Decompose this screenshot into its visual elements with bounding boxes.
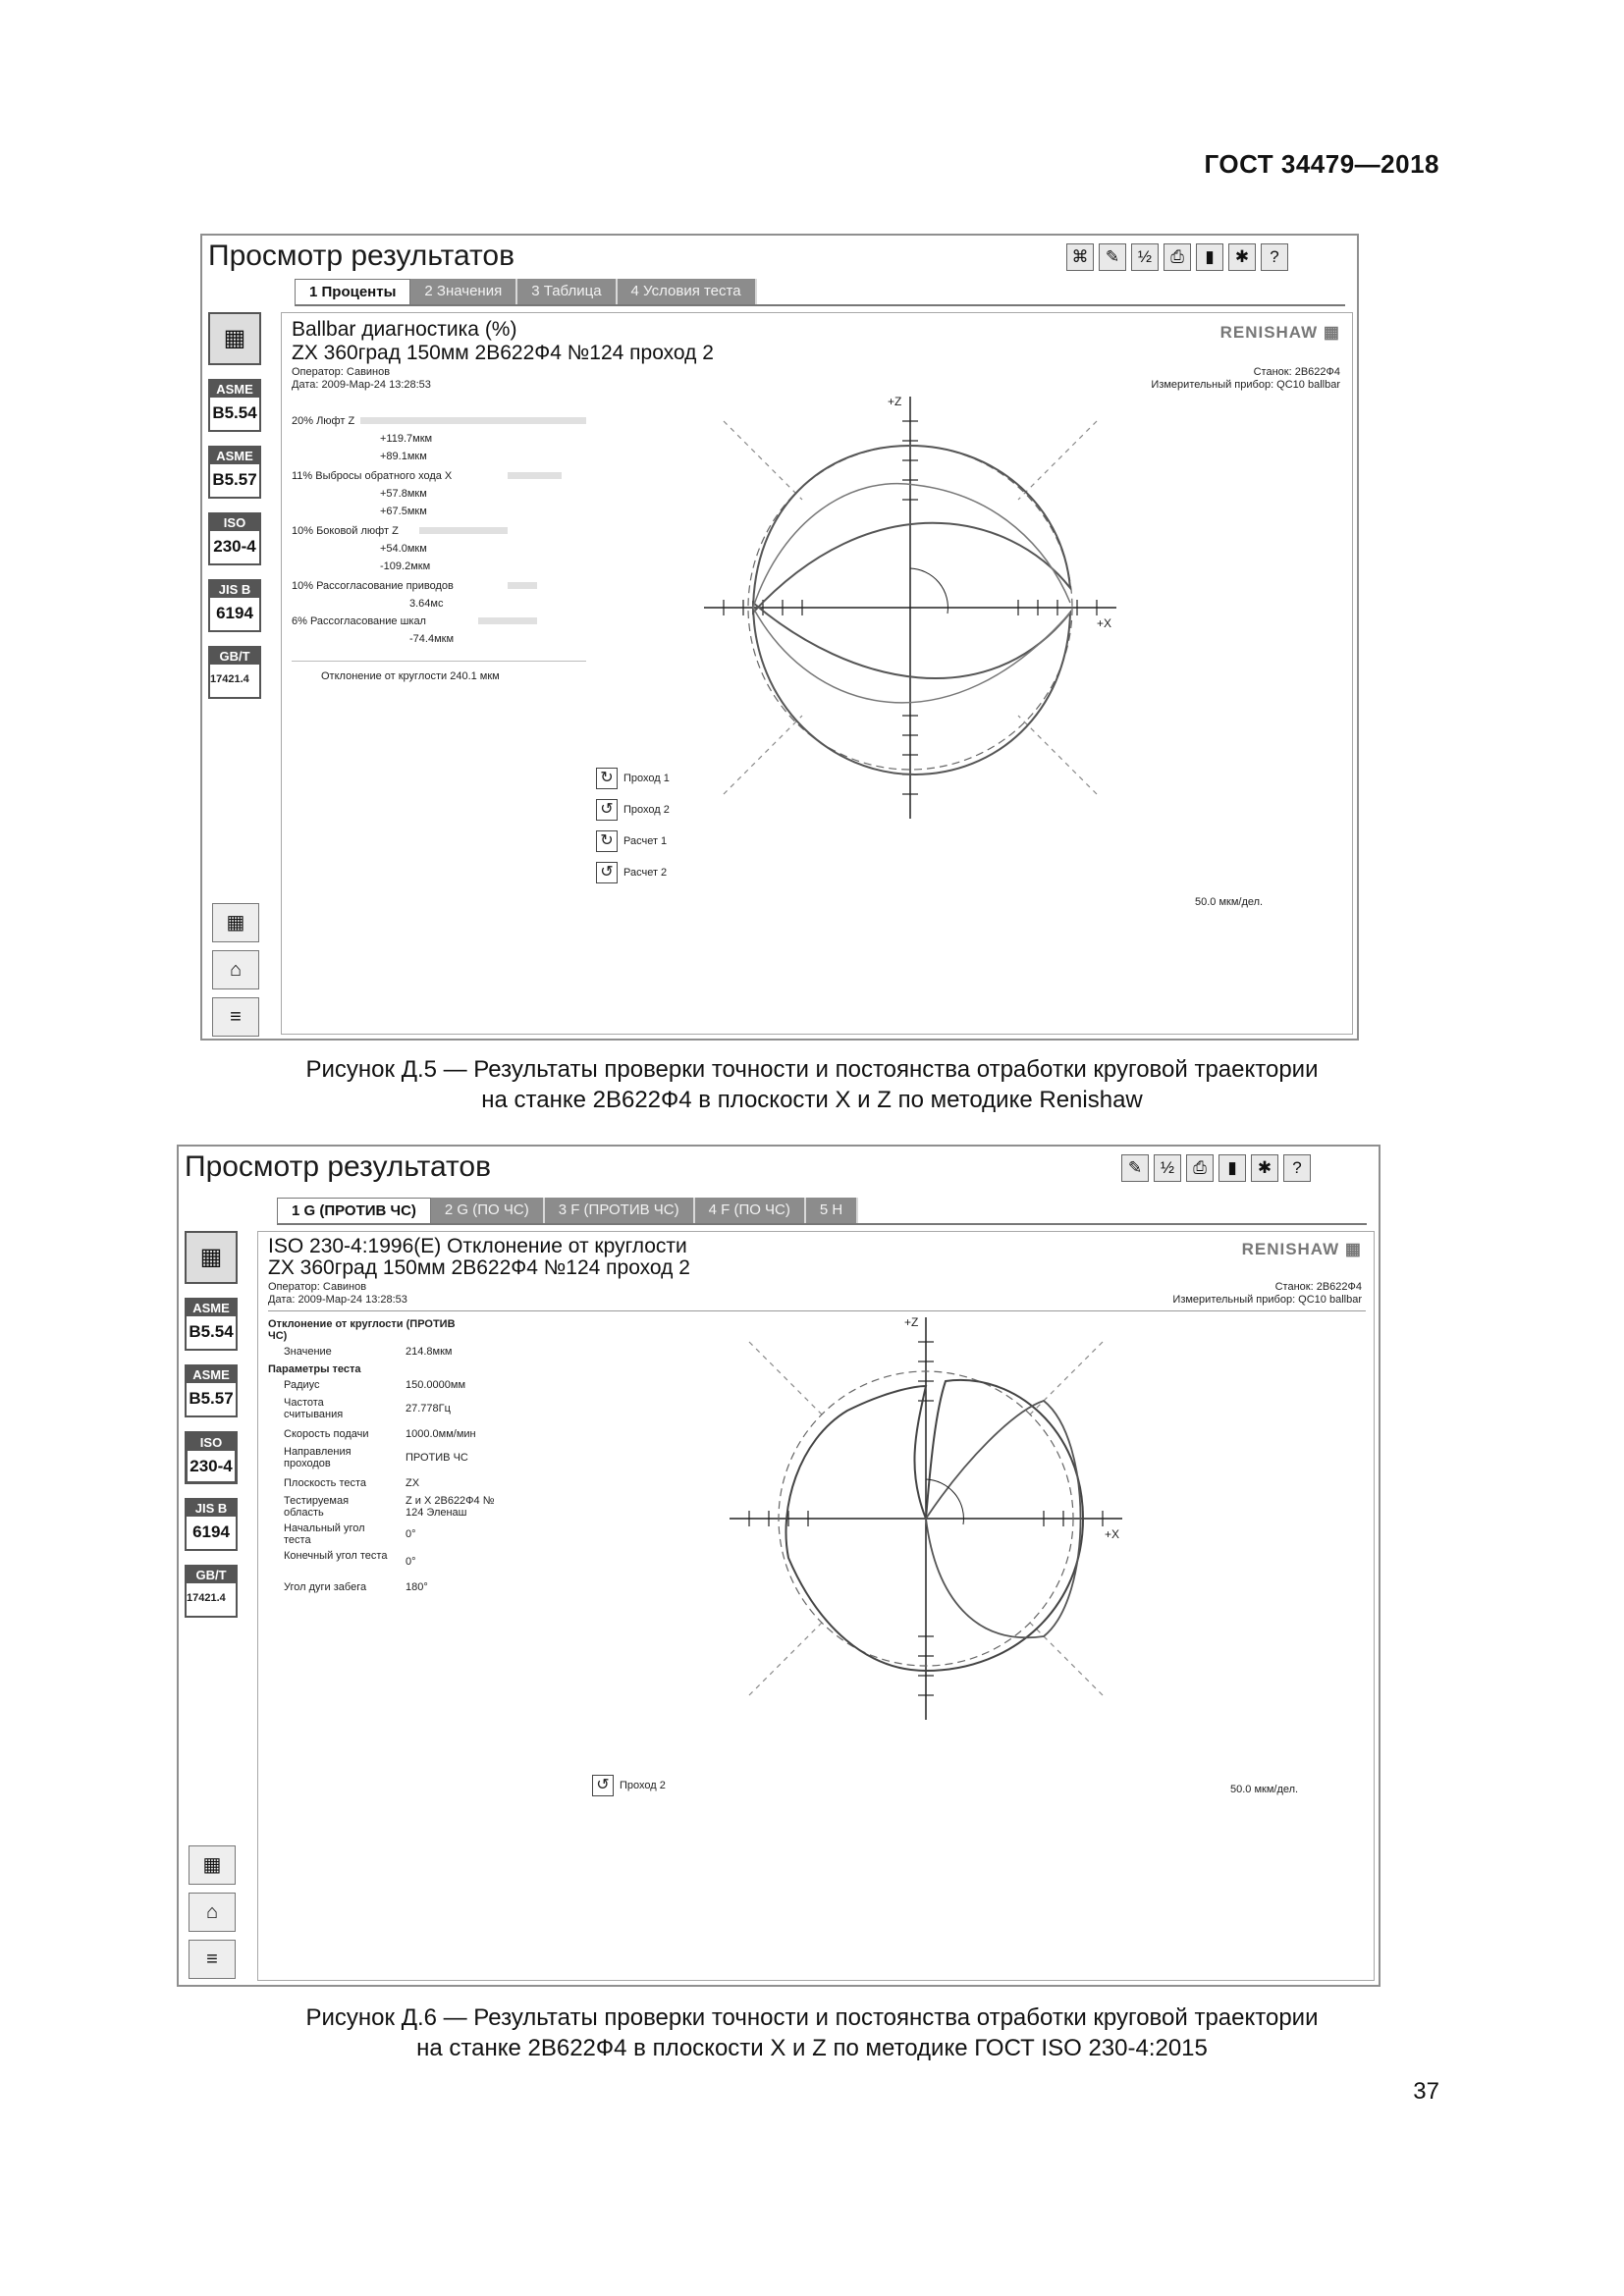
legend-item[interactable] <box>596 826 670 857</box>
params-heading-text: Параметры теста <box>268 1363 361 1375</box>
report-subtitle: ZX 360град 150мм 2В622Ф4 №124 проход 2 <box>292 342 714 364</box>
scale-icon[interactable]: ½ <box>1154 1154 1181 1182</box>
results-pane <box>281 312 1353 1035</box>
angle-arc <box>910 568 947 614</box>
machine: Станок: 2В622Ф4 <box>1274 1281 1362 1293</box>
report-title: Ballbar диагностика (%) <box>292 318 517 341</box>
save-icon[interactable]: ▮ <box>1218 1154 1246 1182</box>
operator: Оператор: Савинов <box>268 1281 367 1293</box>
tab-percent[interactable]: 1 Проценты <box>295 279 410 305</box>
ballbar-icon[interactable]: ▦ <box>208 312 261 365</box>
tab-underline <box>277 1223 1367 1225</box>
divider <box>268 1310 1366 1311</box>
trace-pass-1 <box>753 446 1070 613</box>
test-date: Дата: 2009-Мар-24 13:28:53 <box>292 379 431 391</box>
instrument: Измерительный прибор: QC10 ballbar <box>1172 1294 1362 1306</box>
caption-figure-2 <box>0 2002 1624 2063</box>
tab-conditions[interactable]: 4 Условия теста <box>618 279 757 304</box>
standard-iso-230-4[interactable]: ISO 230-4 <box>185 1431 238 1484</box>
legend-label: Проход 2 <box>620 1780 666 1791</box>
standard-asme-b554[interactable]: ASME B5.54 <box>185 1298 238 1351</box>
result-value: +67.5мкм <box>380 506 427 517</box>
tab-h[interactable]: 5 H <box>806 1198 858 1223</box>
param-value: 0° <box>406 1556 416 1568</box>
ballbar-icon[interactable]: ▦ <box>185 1231 238 1284</box>
counterclockwise-icon: ↺ <box>596 862 618 883</box>
polar-plot <box>720 1312 1132 1725</box>
tab-bar <box>295 279 757 304</box>
tools-icon[interactable]: ✎ <box>1099 243 1126 271</box>
standard-gbt-17421-4[interactable]: GB/T 17421.4 <box>208 646 261 699</box>
instrument: Измерительный прибор: QC10 ballbar <box>1151 379 1340 391</box>
param-value: 0° <box>406 1528 416 1540</box>
caption-line-2: на станке 2В622Ф4 в плоскости X и Z по методике ГОСТ ISO 230-4:2015 <box>416 2035 1208 2061</box>
scale-icon[interactable]: ½ <box>1131 243 1159 271</box>
legend <box>592 1770 666 1801</box>
result-label: 10% Боковой люфт Z <box>292 525 399 537</box>
home-button[interactable]: ⌂ <box>189 1893 236 1932</box>
param-key: Угол дуги забега <box>284 1581 367 1593</box>
legend-item[interactable] <box>596 794 670 826</box>
caption-line-1: Рисунок Д.6 — Результаты проверки точности и постоянства отработки круговой траектории <box>305 2004 1319 2031</box>
tab-f-cw[interactable]: 4 F (ПО ЧС) <box>695 1198 806 1223</box>
standard-asme-b557[interactable]: ASME B5.57 <box>185 1364 238 1417</box>
clockwise-icon: ↻ <box>596 830 618 852</box>
tab-g-ccw[interactable]: 1 G (ПРОТИВ ЧС) <box>277 1198 431 1224</box>
param-key: Направления проходов <box>284 1446 352 1469</box>
param-value: Z и X 2В622Ф4 № 124 Эленаш <box>406 1495 495 1519</box>
param-key: Тестируемая область <box>284 1495 350 1519</box>
result-value: -74.4мкм <box>409 633 455 645</box>
print-icon[interactable]: ⎙ <box>1186 1154 1214 1182</box>
report-title: ISO 230-4:1996(E) Отклонение от круглости <box>268 1235 687 1257</box>
standard-gbt-17421-4[interactable]: GB/T 17421.4 <box>185 1565 238 1618</box>
machine-info <box>1151 366 1340 392</box>
result-label: 11% Выбросы обратного хода X <box>292 470 453 482</box>
result-value: +119.7мкм <box>380 433 433 445</box>
result-label: 6% Рассогласование шкал <box>292 615 426 627</box>
results-window-2 <box>177 1145 1380 1987</box>
standard-asme-b554[interactable]: ASME B5.54 <box>208 379 261 432</box>
help-icon[interactable]: ? <box>1261 243 1288 271</box>
result-label: 20% Люфт Z <box>292 415 355 427</box>
print-preview-icon[interactable]: ⌘ <box>1066 243 1094 271</box>
settings-icon[interactable]: ✱ <box>1228 243 1256 271</box>
test-date: Дата: 2009-Мар-24 13:28:53 <box>268 1294 407 1306</box>
divider <box>292 661 586 662</box>
home-button[interactable]: ⌂ <box>212 950 259 989</box>
z-axis-label: +Z <box>904 1315 919 1329</box>
toolbar <box>1066 243 1288 271</box>
result-value: +54.0мкм <box>380 543 427 555</box>
legend-label: Расчет 1 <box>623 835 668 847</box>
roundness-result: Отклонение от круглости 240.1 мкм <box>321 670 500 682</box>
caption-line-1: Рисунок Д.5 — Результаты проверки точности и постоянства отработки круговой траектории <box>305 1056 1319 1083</box>
plot-scale: 50.0 мкм/дел. <box>1195 896 1264 908</box>
tab-values[interactable]: 2 Значения <box>410 279 517 304</box>
help-icon[interactable]: ? <box>1283 1154 1311 1182</box>
polar-plot <box>694 392 1126 824</box>
legend-item[interactable] <box>596 763 670 794</box>
toolbar <box>1121 1154 1311 1182</box>
page-number: 37 <box>1413 2078 1439 2105</box>
renishaw-logo: RENISHAW ▦ <box>1219 323 1340 342</box>
param-key: Начальный угол теста <box>284 1522 365 1546</box>
print-icon[interactable]: ⎙ <box>1164 243 1191 271</box>
machine: Станок: 2В622Ф4 <box>1253 366 1340 378</box>
roundness-heading <box>268 1318 464 1342</box>
standards-sidebar <box>185 1231 240 1977</box>
grid-view-button[interactable]: ▦ <box>189 1845 236 1885</box>
tab-table[interactable]: 3 Таблица <box>517 279 617 304</box>
standards-sidebar <box>208 312 263 1029</box>
z-axis-label: +Z <box>888 395 902 408</box>
caption-figure-1 <box>0 1054 1624 1115</box>
results-pane <box>257 1231 1375 1981</box>
angle-arc <box>926 1479 963 1524</box>
legend-item[interactable] <box>596 857 670 888</box>
value-label: Значение <box>284 1346 332 1358</box>
legend-item[interactable] <box>592 1770 666 1801</box>
grid-view-button[interactable]: ▦ <box>212 903 259 942</box>
standard-jis-b6194[interactable]: JIS B 6194 <box>208 579 261 632</box>
legend-label: Проход 1 <box>623 773 670 784</box>
result-value: +89.1мкм <box>380 451 427 462</box>
param-value: ПРОТИВ ЧС <box>406 1452 468 1464</box>
trace-calc-1 <box>753 484 1070 608</box>
param-value: 180° <box>406 1581 428 1593</box>
tab-underline <box>295 304 1345 306</box>
roundness-heading-text: Отклонение от круглости (ПРОТИВ ЧС) <box>268 1318 456 1342</box>
save-icon[interactable]: ▮ <box>1196 243 1223 271</box>
param-key: Частота считывания <box>284 1397 344 1420</box>
params-heading <box>268 1363 361 1375</box>
param-key: Конечный угол теста <box>284 1550 388 1562</box>
result-value: 3.64мс <box>409 598 444 610</box>
x-axis-label: +X <box>1097 616 1112 630</box>
tab-g-cw[interactable]: 2 G (ПО ЧС) <box>431 1198 545 1223</box>
window-title: Просмотр результатов <box>185 1150 492 1183</box>
param-key: Радиус <box>284 1379 320 1391</box>
trace-pass-2 <box>753 603 1070 774</box>
plot-scale: 50.0 мкм/дел. <box>1230 1784 1299 1795</box>
value: 214.8мкм <box>406 1346 453 1358</box>
document-number: ГОСТ 34479—2018 <box>1204 149 1439 179</box>
counterclockwise-icon: ↺ <box>596 799 618 821</box>
list-button[interactable]: ≡ <box>189 1940 236 1979</box>
brand-name: RENISHAW <box>1241 1240 1340 1258</box>
machine-info <box>1172 1281 1362 1307</box>
window-title: Просмотр результатов <box>208 240 515 272</box>
x-axis-label: +X <box>1105 1527 1120 1541</box>
operator: Оператор: Савинов <box>292 366 391 378</box>
result-bar <box>360 417 586 424</box>
result-value: +57.8мкм <box>380 488 427 500</box>
counterclockwise-icon: ↺ <box>592 1775 614 1796</box>
caption-line-2: на станке 2В622Ф4 в плоскости X и Z по методике Renishaw <box>481 1087 1143 1113</box>
param-key: Скорость подачи <box>284 1428 369 1440</box>
legend <box>596 763 670 888</box>
param-value: ZX <box>406 1477 420 1489</box>
tab-f-ccw[interactable]: 3 F (ПРОТИВ ЧС) <box>545 1198 695 1223</box>
clockwise-icon: ↻ <box>596 768 618 789</box>
tools-icon[interactable]: ✎ <box>1121 1154 1149 1182</box>
param-value: 150.0000мм <box>406 1379 466 1391</box>
legend-label: Проход 2 <box>623 804 670 816</box>
results-window-1 <box>200 234 1359 1041</box>
list-button[interactable]: ≡ <box>212 997 259 1037</box>
tab-bar <box>277 1198 858 1223</box>
brand-name: RENISHAW <box>1219 323 1319 342</box>
result-value: -109.2мкм <box>380 561 431 572</box>
standard-iso-230-4[interactable]: ISO 230-4 <box>208 512 261 565</box>
standard-jis-b6194[interactable]: JIS B 6194 <box>185 1498 238 1551</box>
renishaw-logo: RENISHAW ▦ <box>1241 1240 1362 1258</box>
result-bar <box>508 582 537 589</box>
param-key: Плоскость теста <box>284 1477 367 1489</box>
legend-label: Расчет 2 <box>623 867 668 879</box>
settings-icon[interactable]: ✱ <box>1251 1154 1278 1182</box>
result-label: 10% Рассогласование приводов <box>292 580 454 592</box>
report-subtitle: ZX 360град 150мм 2В622Ф4 №124 проход 2 <box>268 1256 690 1279</box>
result-bar <box>419 527 508 534</box>
standard-asme-b557[interactable]: ASME B5.57 <box>208 446 261 499</box>
param-value: 27.778Гц <box>406 1403 451 1415</box>
result-bar <box>478 617 537 624</box>
result-bar <box>508 472 562 479</box>
param-value: 1000.0мм/мин <box>406 1428 476 1440</box>
